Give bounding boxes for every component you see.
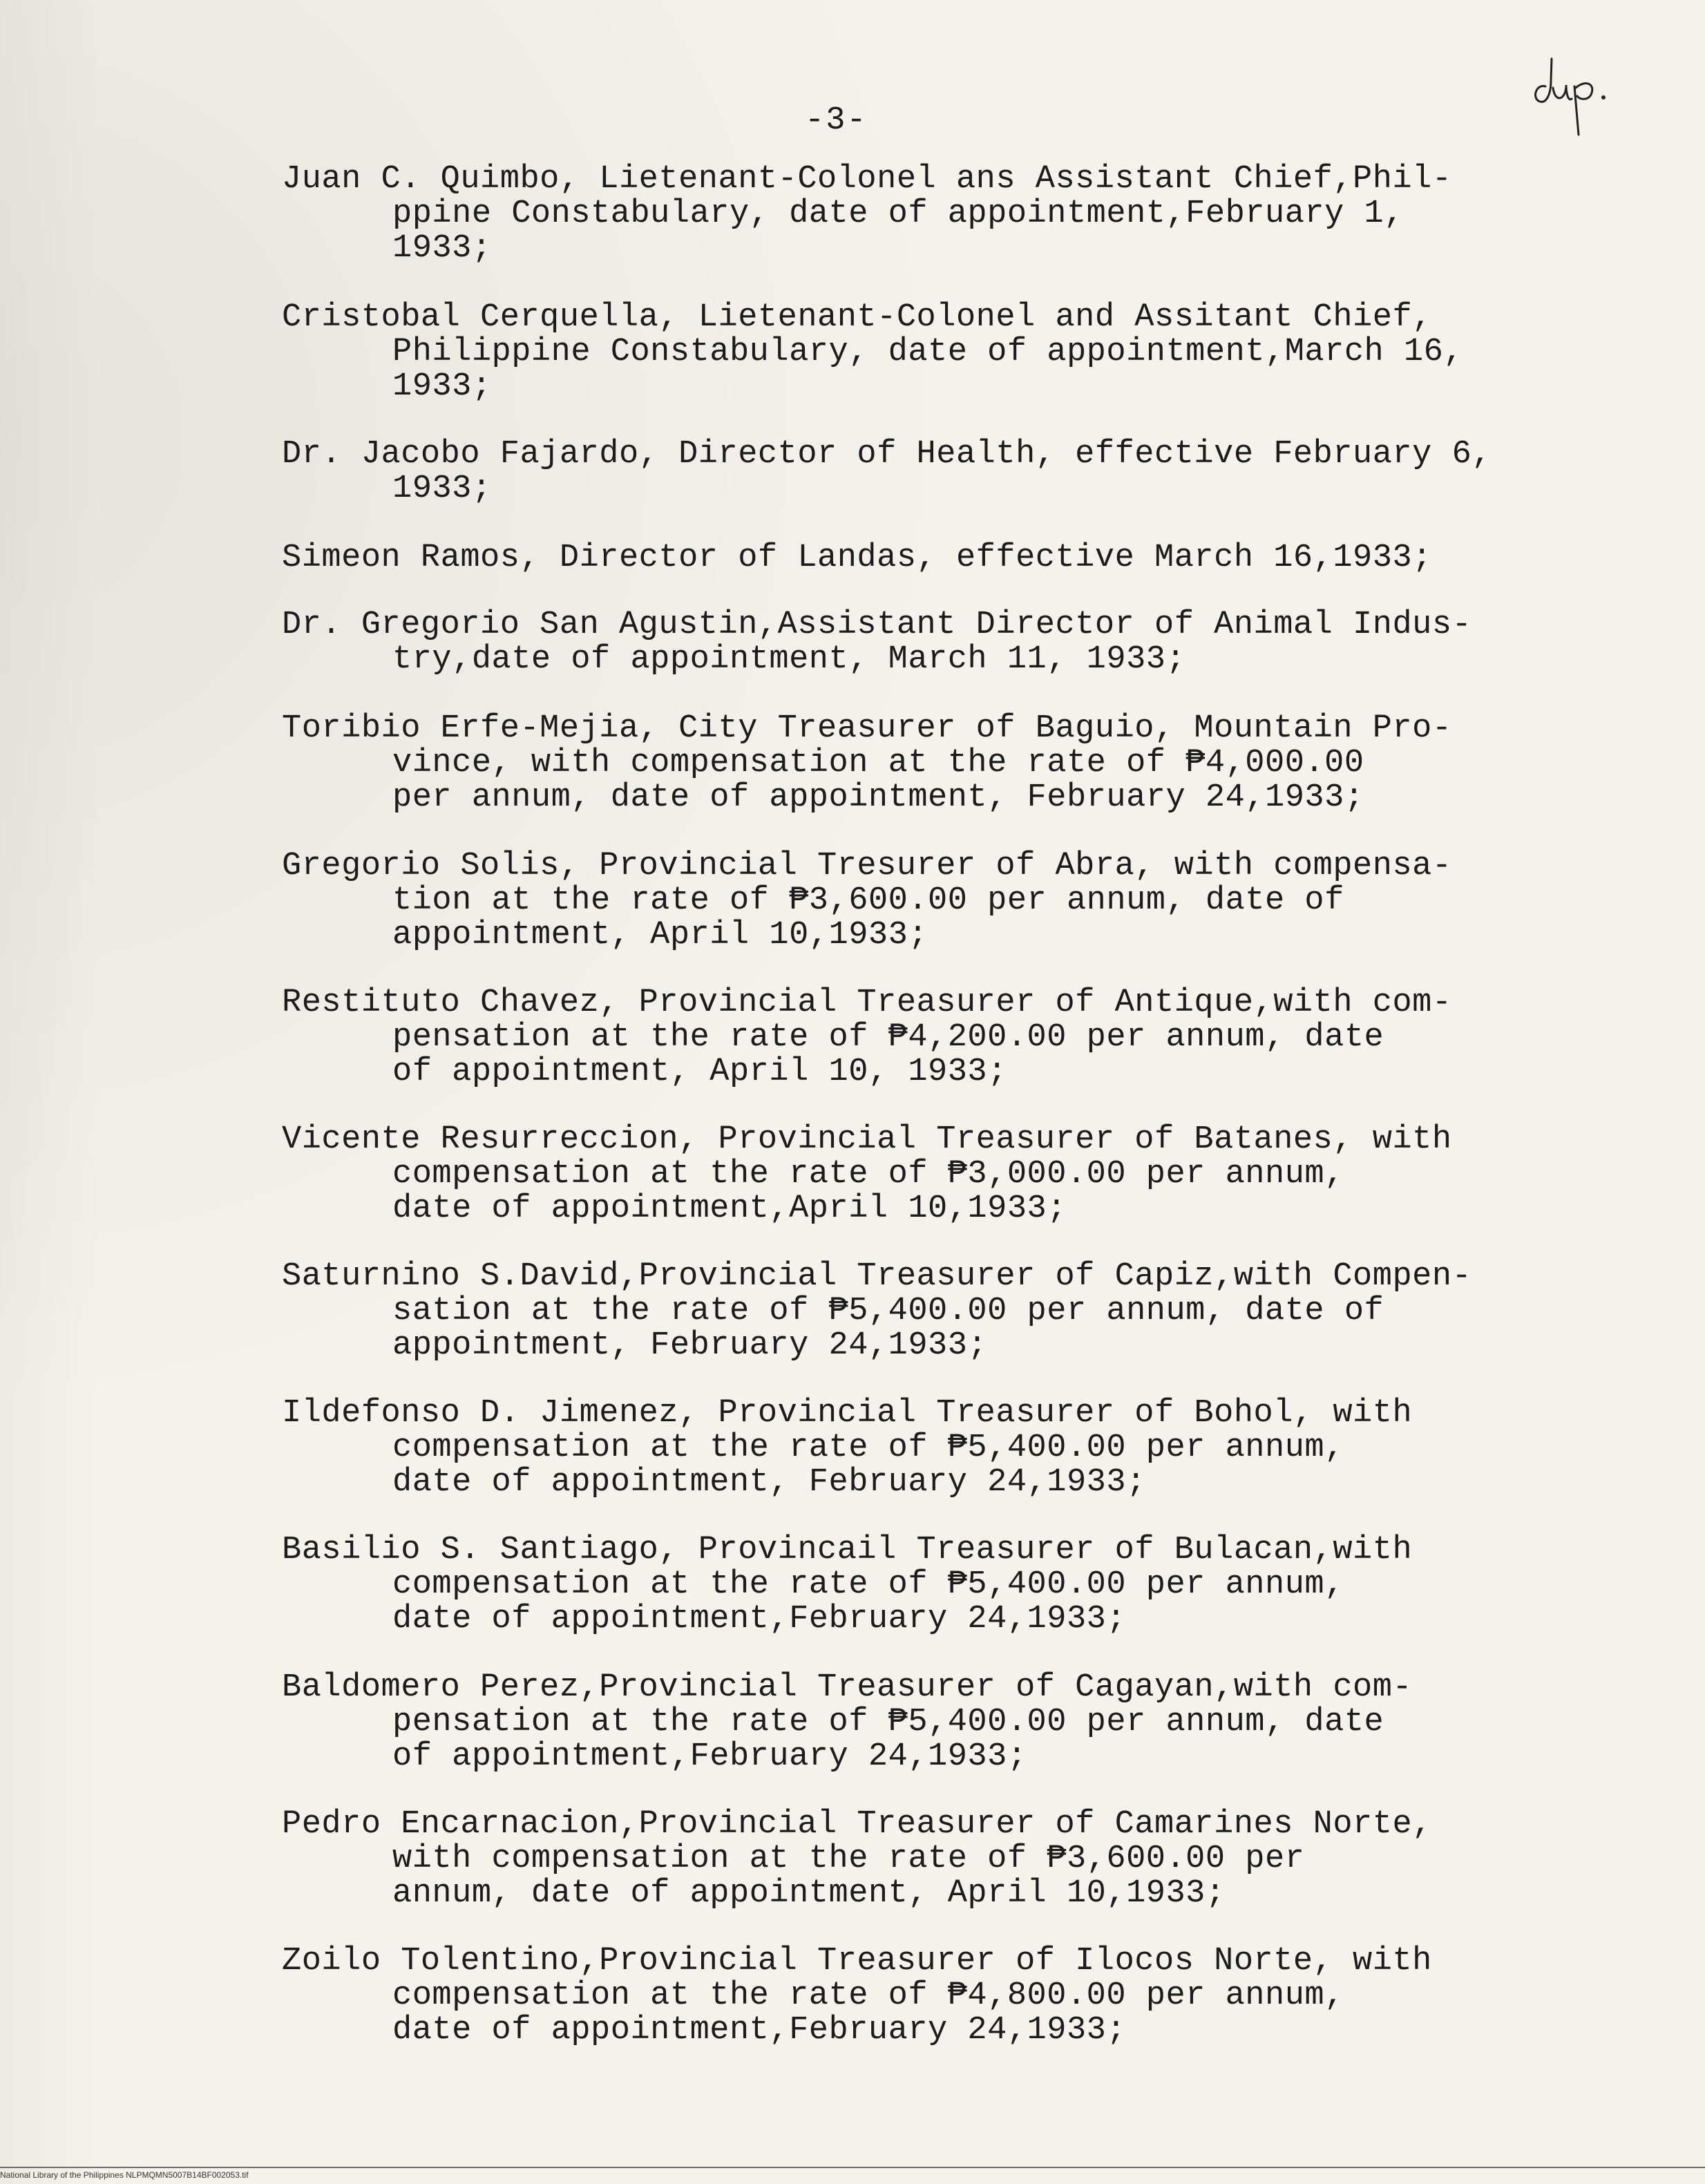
entry-line: compensation at the rate of ₱3,000.00 per annum, bbox=[392, 1156, 1344, 1193]
entry-line: Dr. Gregorio San Agustin,Assistant Director of Animal Indus- bbox=[282, 607, 1472, 643]
entry-line: Saturnino S.David,Provincial Treasurer of Capiz,with Compen- bbox=[282, 1258, 1472, 1295]
handwritten-dup-note bbox=[1530, 38, 1620, 142]
entry-line: pensation at the rate of ₱4,200.00 per annum, date bbox=[392, 1019, 1384, 1056]
scan-border-line bbox=[0, 2167, 1705, 2168]
entry-line: Toribio Erfe-Mejia, City Treasurer of Baguio, Mountain Pro- bbox=[282, 710, 1452, 747]
entry-line: date of appointment,February 24,1933; bbox=[392, 2012, 1127, 2049]
scan-footer-caption: National Library of the Philippines NLPMQMN5007B14BF002053.tif bbox=[0, 2170, 249, 2180]
appointment-entry bbox=[282, 1944, 1615, 2048]
entry-line: compensation at the rate of ₱4,800.00 per annum, bbox=[392, 1977, 1344, 2014]
appointment-entry bbox=[282, 1260, 1615, 1363]
appointment-entry bbox=[282, 1533, 1615, 1637]
entry-line: Gregorio Solis, Provincial Tresurer of Abra, with compensa- bbox=[282, 848, 1452, 884]
entry-line: Vicente Resurreccion, Provincial Treasurer of Batanes, with bbox=[282, 1121, 1452, 1158]
entry-line: date of appointment,February 24,1933; bbox=[392, 1601, 1127, 1637]
appointment-entry bbox=[282, 301, 1615, 404]
entry-line: appointment, April 10,1933; bbox=[392, 917, 928, 953]
page-number: -3- bbox=[805, 102, 868, 139]
entry-line: Zoilo Tolentino,Provincial Treasurer of Ilocos Norte, with bbox=[282, 1943, 1432, 1979]
appointment-entry bbox=[282, 1123, 1615, 1226]
entry-line: Dr. Jacobo Fajardo, Director of Health, effective February 6, bbox=[282, 436, 1492, 473]
entry-line: vince, with compensation at the rate of ₱4,000.00 bbox=[392, 745, 1364, 781]
entry-line: sation at the rate of ₱5,400.00 per annum, date of bbox=[392, 1293, 1384, 1329]
entry-line: compensation at the rate of ₱5,400.00 per annum, bbox=[392, 1566, 1344, 1603]
appointment-entry bbox=[282, 986, 1615, 1090]
entry-line: Philippine Constabulary, date of appointment,March 16, bbox=[392, 334, 1464, 370]
entry-line: per annum, date of appointment, February 24,1933; bbox=[392, 779, 1364, 816]
entry-line: of appointment,February 24,1933; bbox=[392, 1738, 1027, 1775]
entry-line: tion at the rate of ₱3,600.00 per annum, date of bbox=[392, 882, 1344, 919]
entry-line: Baldomero Perez,Provincial Treasurer of Cagayan,with com- bbox=[282, 1669, 1413, 1706]
entry-line: with compensation at the rate of ₱3,600.00 per bbox=[392, 1841, 1305, 1877]
entry-line: of appointment, April 10, 1933; bbox=[392, 1054, 1007, 1090]
entry-line: compensation at the rate of ₱5,400.00 per annum, bbox=[392, 1430, 1344, 1466]
appointment-entry bbox=[282, 437, 1615, 506]
appointment-entry bbox=[282, 162, 1615, 266]
entry-line: date of appointment,April 10,1933; bbox=[392, 1190, 1067, 1227]
entry-line: Cristobal Cerquella, Lietenant-Colonel and Assitant Chief, bbox=[282, 299, 1432, 336]
appointment-entry bbox=[282, 1807, 1615, 1911]
entry-line: 1933; bbox=[392, 471, 492, 507]
entry-line: date of appointment, February 24,1933; bbox=[392, 1464, 1146, 1501]
entry-line: Ildefonso D. Jimenez, Provincial Treasurer of Bohol, with bbox=[282, 1395, 1413, 1432]
appointment-entry bbox=[282, 1671, 1615, 1774]
entry-line: try,date of appointment, March 11, 1933; bbox=[392, 641, 1186, 678]
entry-line: 1933; bbox=[392, 368, 492, 405]
entry-line: Simeon Ramos, Director of Landas, effective March 16,1933; bbox=[282, 540, 1432, 576]
appointment-entry bbox=[282, 849, 1615, 953]
appointment-entry bbox=[282, 541, 1615, 576]
entry-line: appointment, February 24,1933; bbox=[392, 1327, 988, 1364]
entry-line: Basilio S. Santiago, Provincail Treasurer of Bulacan,with bbox=[282, 1532, 1413, 1568]
entry-line: Juan C. Quimbo, Lietenant-Colonel ans Assistant Chief,Phil- bbox=[282, 161, 1452, 198]
entry-line: pensation at the rate of ₱5,400.00 per annum, date bbox=[392, 1704, 1384, 1740]
appointment-entry bbox=[282, 608, 1615, 677]
appointment-entry bbox=[282, 1396, 1615, 1500]
entry-line: Restituto Chavez, Provincial Treasurer of Antique,with com- bbox=[282, 985, 1452, 1021]
entry-line: annum, date of appointment, April 10,1933; bbox=[392, 1875, 1226, 1912]
entry-line: Pedro Encarnacion,Provincial Treasurer of Camarines Norte, bbox=[282, 1806, 1432, 1843]
appointment-entry bbox=[282, 712, 1615, 815]
entry-line: 1933; bbox=[392, 230, 492, 267]
entry-line: ppine Constabulary, date of appointment,February 1, bbox=[392, 196, 1404, 232]
